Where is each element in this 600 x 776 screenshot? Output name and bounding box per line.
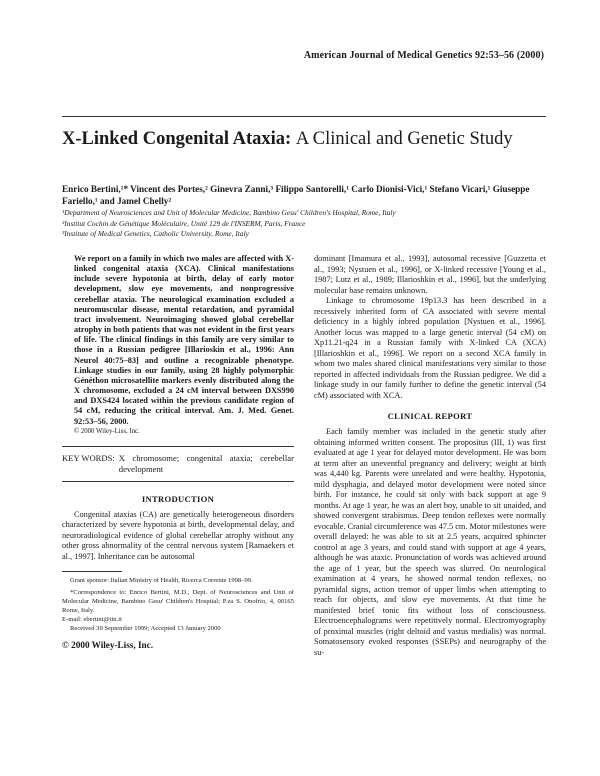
footnote-email: E-mail: ebertini@tin.it: [62, 615, 122, 623]
author-list: Enrico Bertini,¹* Vincent des Portes,² Ginevra Zanni,³ Filippo Santorelli,¹ Carlo Dionisi-Vici,¹ Stefano Vicari,¹ Giuseppe Fariello,¹ and Jamel Chelly²: [62, 184, 530, 206]
keywords-rule-bottom: [62, 481, 294, 482]
intro-continued: dominant [Imamura et al., 1993], autosomal recessive [Guzzetta et al., 1993; Nystuen et al., 1996], or X-linked recessive [Young et al., 1987; Lutz et al., 1989; Illarioshkin et al., 1996], but the underlying molecular base remains unknown.: [314, 254, 546, 295]
affiliation-1: ¹Department of Neurosciences and Unit of Molecular Medicine, Bambino Gesu' Children's Hospital, Rome, Italy: [62, 208, 396, 217]
keywords-rule-top: [62, 446, 294, 447]
introduction-text: Congenital ataxias (CA) are genetically heterogeneous disorders characterized by severe hypotonia at birth, developmental delay, and neuroradiological evidence of global cerebellar atrophy without any other gross abnormality of the central nervous system [Ramaekers et al., 1997]. Inheritance can be autosomal: [62, 509, 294, 562]
footnote-received: Received 30 September 1999; Accepted 13 January 2000: [70, 624, 221, 632]
keywords: [62, 453, 294, 475]
page-copyright: © 2000 Wiley-Liss, Inc.: [62, 640, 154, 651]
footnote-correspondence: *Correspondence to: Enrico Bertini, M.D., Dept. of Neurosciences and Unit of Molecular Medicine, Bambino Gesu' Children's Hospital; P.za S. Onofrio, 4, 00165 Rome, Italy.: [62, 589, 294, 615]
keywords-text: X chromosome; congenital ataxia; cerebellar development: [118, 452, 294, 474]
running-head: American Journal of Medical Genetics 92:53–56 (2000): [303, 50, 544, 61]
clinical-report-heading: CLINICAL REPORT: [387, 411, 473, 421]
keywords-label: KEY WORDS:: [62, 452, 115, 463]
abstract-copyright: © 2000 Wiley-Liss, Inc.: [74, 427, 140, 435]
footnote-rule: [62, 571, 122, 572]
footnotes: [62, 577, 294, 634]
linkage-paragraph: Linkage to chromosome 19p13.3 has been described in a recessively inherited form of CA associated with severe mental deficiency in a highly inbred population [Nystuen et al., 1996]. Another locus was mapped to a large genetic interval (54 cM) on Xp11.21-q24 in a Russian family with X-linked CA (XCA) [Illarioshkin et al., 1996]. We report on a second XCA family in whom two males shared clinical manifestations very similar to those reported in affected individuals from the Russian pedigree. We did a linkage study in our family further to define the genetic interval (54 cM) associated with XCA.: [314, 296, 546, 400]
abstract: [62, 254, 294, 436]
article-title: [62, 128, 542, 150]
footnote-grant: Grant sponsor: Italian Ministry of Health, Ricerca Corrente 1998–99.: [70, 576, 253, 584]
title-rest: A Clinical and Genetic Study: [295, 129, 513, 149]
left-column: [62, 254, 294, 650]
affiliations: [62, 208, 546, 240]
title-bold: X-Linked Congenital Ataxia:: [62, 129, 292, 149]
clinical-report-text: Each family member was included in the genetic study after obtaining informed written consent. The propositus (III, 1) was first evaluated at age 1 year for delayed motor development. He was born at term after an uneventful pregnancy and delivery; weight at birth was 4,440 kg. Parents were unrelated and were healthy. Hypotonia, mild dysphagia, and delayed motor development were noted since birth. For instance, he could sit only with back support at age 9 months. At age 1 year, he was an alert boy, unable to sit unaided, and showed convergent strabismus. Deep tendon reflexes were normally evocable. Cranial circumference was 47.5 cm. Motor milestones were overall delayed: he was able to sit at 2.5 years, acquired sphincter control at age 3 years, and could stand with support at age 4 years, although he was ataxic. Pronunciation of words was achieved around the age of 1 year, but the speech was slurred. On neurological examination at 4 years, he showed normal tendon reflexes, no pyramidal signs, action tremor of upper limbs when attempting to reach for objects, and slow eye movements. At that time he manifested brief tonic fits without loss of consciousness. Electroencephalograms were repetitively normal. Electromyography of proximal muscles (right deltoid and vastus medialis) was normal. Somatosensory evoked responses (SSEPs) and neurography of the su-: [314, 427, 546, 657]
affiliation-3: ³Institute of Medical Genetics, Catholic University, Rome, Italy: [62, 229, 249, 238]
introduction-heading: INTRODUCTION: [141, 493, 215, 504]
title-rule: [62, 116, 546, 117]
right-column: [314, 254, 546, 658]
affiliation-2: ²Institut Cochin de Génétique Moléculaire, Unité 129 de l'INSERM, Paris, France: [62, 218, 306, 228]
abstract-text: We report on a family in which two males are affected with X-linked congenital ataxia (XCA). Clinical manifestations include severe hypotonia at birth, delay of early motor development, slow eye movements, and nonprogressive cerebellar ataxia. The neurological examination excluded a neuromuscular disease, mental retardation, and pyramidal tract involvement. Neuroimaging showed global cerebellar atrophy in both patients that was not evident in the first years of life. The clinical findings in this family are very similar to those in a Russian pedigree [Illarioskin et al., 1996: Ann Neurol 40:75–83] and outline a recognizable phenotype. Linkage studies in our family, using 28 highly polymorphic Généthon microsatellite markers evenly distributed along the X chromosome, excluded a 24 cM interval between DXS990 and DXS424 located within the previous candidate region of 54 cM, reducing the critical interval. Am. J. Med. Genet. 92:53–56, 2000.: [74, 254, 294, 426]
